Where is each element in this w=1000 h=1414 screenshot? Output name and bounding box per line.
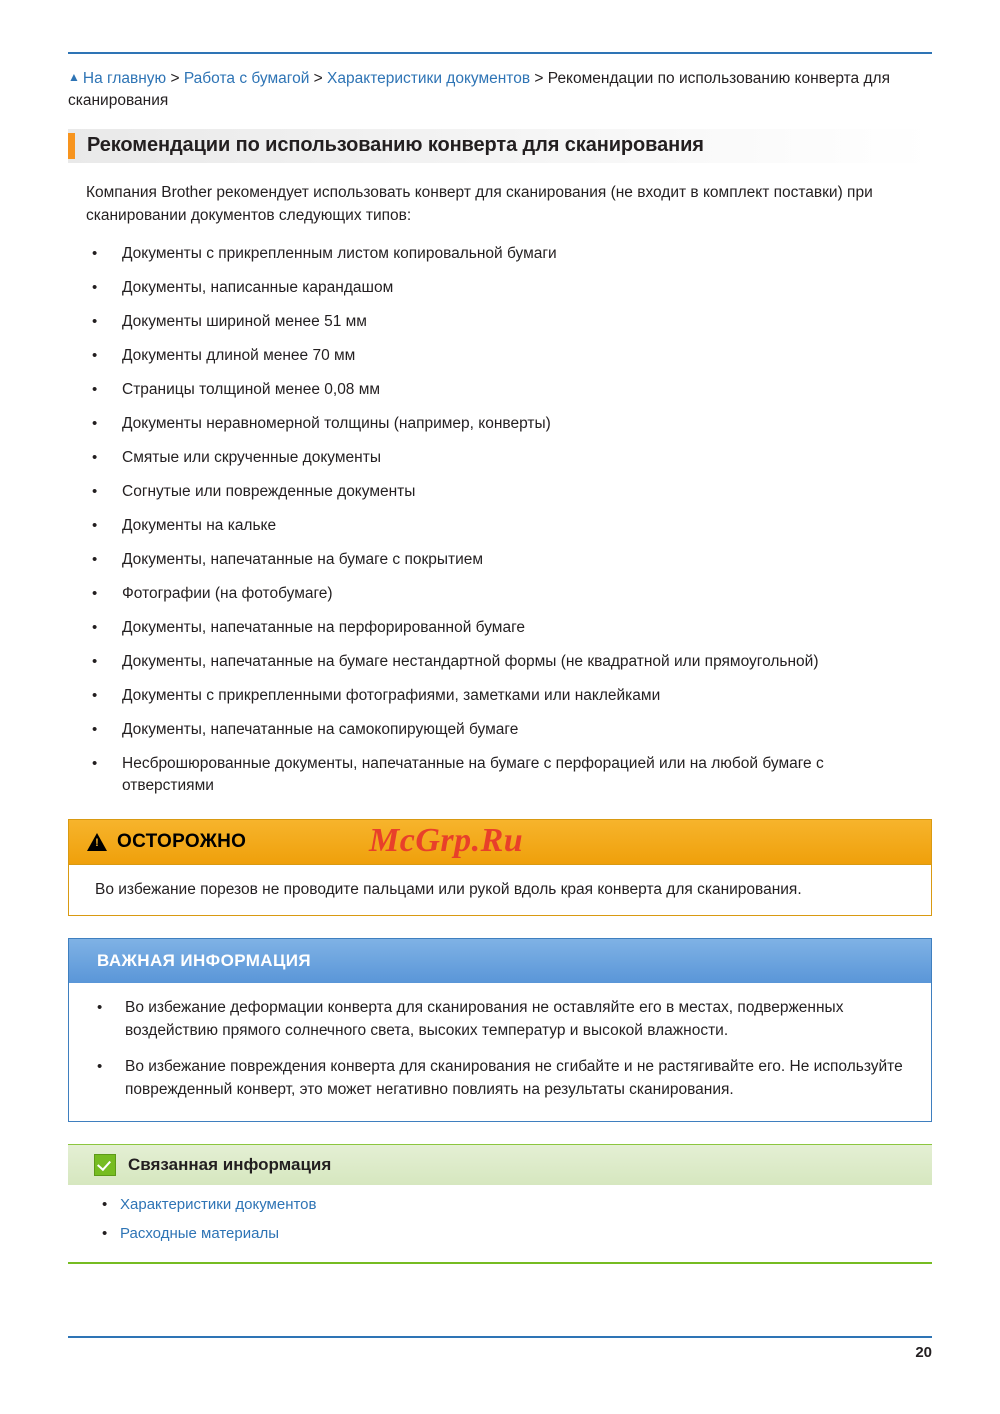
related-link[interactable]: Характеристики документов — [120, 1196, 317, 1214]
list-item: • Страницы толщиной менее 0,08 мм — [86, 379, 916, 401]
document-types-list — [86, 243, 916, 797]
list-item: • Во избежание повреждения конверта для сканирования не сгибайте и не растягивайте его. Не используйте поврежденный конверт, это может негативно повлиять на результаты сканирования. — [89, 1056, 911, 1101]
important-header — [69, 939, 931, 983]
caution-header — [69, 820, 931, 864]
list-item: • Документы, напечатанные на перфорированной бумаге — [86, 617, 916, 639]
list-item: • Документы длиной менее 70 мм — [86, 345, 916, 367]
page-content — [68, 52, 932, 1264]
list-item: • Документы с прикрепленным листом копировальной бумаги — [86, 243, 916, 265]
breadcrumb-separator-1: > — [170, 70, 180, 87]
page-number: 20 — [915, 1344, 932, 1361]
footer-rule — [68, 1336, 932, 1338]
list-item: • Документы, напечатанные на бумаге с покрытием — [86, 549, 916, 571]
list-item: • Документы с прикрепленными фотографиями, заметками или наклейками — [86, 685, 916, 707]
breadcrumb-separator-3: > — [534, 70, 544, 87]
important-list — [89, 997, 911, 1101]
list-item: • Фотографии (на фотобумаге) — [86, 583, 916, 605]
important-title: ВАЖНАЯ ИНФОРМАЦИЯ — [97, 951, 312, 971]
caution-title: ОСТОРОЖНО — [117, 830, 247, 852]
page-title: Рекомендации по использованию конверта для сканирования — [87, 134, 704, 157]
title-accent-bar — [68, 133, 75, 159]
caution-box — [68, 819, 932, 916]
list-item: • Документы, напечатанные на бумаге нестандартной формы (не квадратной или прямоугольной) — [86, 651, 916, 673]
list-item — [98, 1224, 932, 1244]
related-links-list — [98, 1195, 932, 1243]
list-item: • Документы, написанные карандашом — [86, 277, 916, 299]
list-item: • Документы, напечатанные на самокопирующей бумаге — [86, 719, 916, 741]
list-item: • Документы неравномерной толщины (например, конверты) — [86, 413, 916, 435]
breadcrumb-level1-link[interactable]: Работа с бумагой — [183, 70, 310, 87]
list-item: • Согнутые или поврежденные документы — [86, 481, 916, 503]
breadcrumb — [68, 68, 932, 113]
breadcrumb-home-link[interactable]: На главную — [82, 70, 167, 87]
intro-paragraph: Компания Brother рекомендует использовать конверт для сканирования (не входит в комплект поставки) при сканировании документов следующих типов: — [86, 183, 873, 225]
list-item — [98, 1195, 932, 1215]
caution-text: Во избежание порезов не проводите пальцами или рукой вдоль края конверта для сканирования. — [69, 864, 931, 915]
related-link[interactable]: Расходные материалы — [120, 1224, 279, 1242]
breadcrumb-separator-2: > — [313, 70, 323, 87]
list-item: • Документы шириной менее 51 мм — [86, 311, 916, 333]
list-item: • Смятые или скрученные документы — [86, 447, 916, 469]
home-icon: ▲ — [68, 70, 80, 84]
related-info-body — [68, 1185, 932, 1264]
list-item: • Во избежание деформации конверта для сканирования не оставляйте его в местах, подверженных воздействию прямого солнечного света, высоких температур и высокой влажности. — [89, 997, 911, 1042]
warning-triangle-icon: ! — [87, 833, 107, 851]
list-item: • Документы на кальке — [86, 515, 916, 537]
important-body — [69, 983, 931, 1121]
breadcrumb-level2-link[interactable]: Характеристики документов — [327, 70, 531, 87]
page-title-band — [68, 129, 932, 163]
list-item: • Несброшюрованные документы, напечатанные на бумаге с перфорацией или на любой бумаге с отверстиями — [86, 753, 916, 797]
related-info-header — [68, 1144, 932, 1185]
header-rule — [68, 52, 932, 54]
watermark-text: McGrp.Ru — [369, 821, 524, 859]
check-icon — [94, 1154, 116, 1176]
breadcrumb-current: Рекомендации по использованию конверта для сканирования — [68, 70, 890, 110]
related-info-title: Связанная информация — [128, 1155, 332, 1175]
related-info-box — [68, 1144, 932, 1264]
important-box — [68, 938, 932, 1122]
